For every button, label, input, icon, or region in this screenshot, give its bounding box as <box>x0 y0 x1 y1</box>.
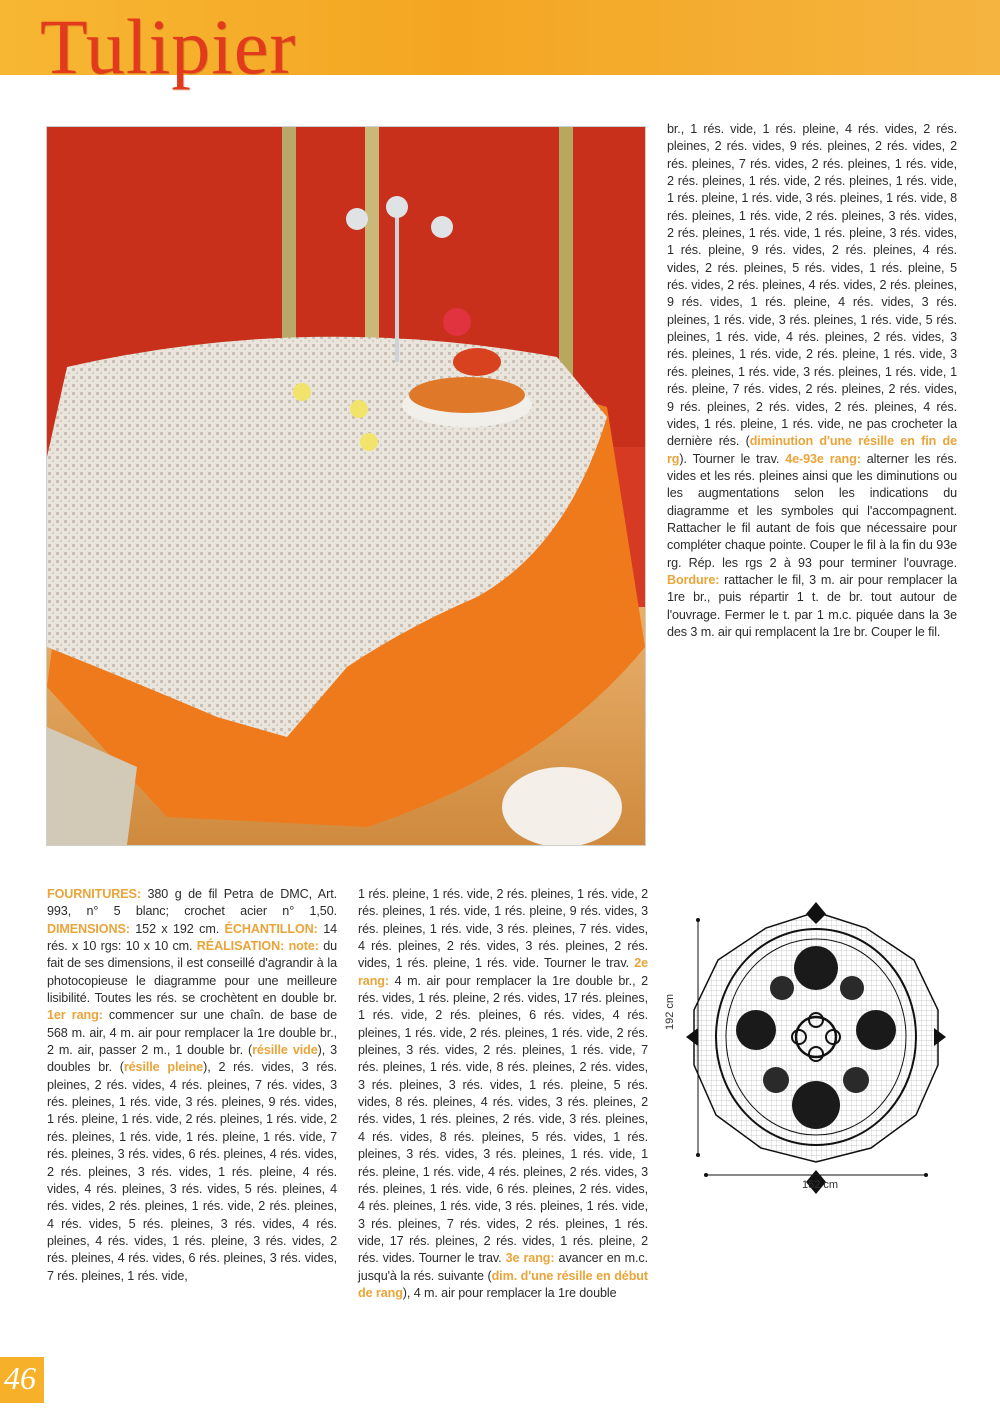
text-segment: 380 g de fil Petra de DMC, Art. 993, n° 5 blanc; crochet acier n° 1,50. <box>47 887 337 919</box>
text-segment: avancer en m.c. jusqu'à la rés. suivante ( <box>358 1251 648 1283</box>
text-segment: rattacher le fil, 3 m. air pour remplacer la 1re br., puis répartir 1 t. de br. tout autour de l'ouvrage. Fermer le t. par 1 m.c. piquée dans la 3e des 3 m. air qui remplacent la 1re br. Couper le fil. <box>667 572 957 639</box>
text-segment: ). Tourner le trav. <box>679 451 786 466</box>
text-segment: 14 rés. x 10 rgs: 10 x 10 cm. <box>47 921 337 954</box>
tablecloth-photo <box>46 126 646 846</box>
highlight-term: 4e-93e rang: <box>785 451 861 466</box>
highlight-term: 2e rang: <box>358 956 648 988</box>
text-segment: ), 3 doubles br. ( <box>47 1043 338 1075</box>
highlight-term: 1er rang: <box>47 1008 103 1023</box>
text-segment: ), 2 rés. vides, 3 rés. pleines, 2 rés. vides, 4 rés. pleines, 7 rés. vides, 3 rés. pleines, 1 rés. vide, 3 rés. pleines, 9 rés. vides, 1 rés. pleine, 1 rés. vide, 2 rés. pleines, 1 rés. vide, 2 rés. pleines, 1 rés. vide, 1 rés. pleine, 1 rés. vide, 7 rés. pleines, 3 rés. vides, 6 rés. pleines, 4 rés. vides, 2 rés. pleines, 3 rés. vides, 1 rés. pleine, 4 rés. vides, 4 rés. pleines, 3 rés. vides, 5 rés. pleines, 4 rés. vides, 2 rés. pleines, 1 rés. vide, 2 rés. pleines, 4 rés. vides, 5 rés. pleines, 3 rés. vides, 4 rés. pleines, 4 rés. vides, 1 rés. pleine, 3 rés. vides, 2 rés. pleines, 4 rés. vides, 6 rés. pleines, 3 rés. vides, 7 rés. pleines, 1 rés. vide, <box>47 1060 337 1283</box>
highlight-term: 3e rang: <box>505 1251 555 1266</box>
text-segment: 1 rés. pleine, 1 rés. vide, 2 rés. pleines, 1 rés. vide, 2 rés. pleines, 1 rés. vide, 1 rés. pleine, 9 rés. vides, 3 rés. pleines, 1 rés. vide, 3 rés. pleines, 7 rés. vides, 4 rés. pleines, 2 rés. vides, 3 rés. pleines, 2 rés. vides, 1 rés. pleine, 1 rés. vide. Tourner le trav. <box>358 887 648 971</box>
highlight-term: dim. d'une résille en début de rang <box>358 1268 648 1300</box>
text-segment: commencer sur une chaîn. de base de 568 m. air, 4 m. air pour remplacer la 1re double br., 2 m. air, passer 2 m., 1 double br. ( <box>47 1008 337 1058</box>
instructions-column-2 <box>358 886 648 1302</box>
highlight-term: Bordure: <box>667 572 720 587</box>
page-title: Tulipier <box>40 3 297 90</box>
text-segment: 152 x 192 cm. <box>129 921 225 936</box>
instructions-column-1 <box>47 886 337 1285</box>
page-number: 46 <box>4 1360 36 1396</box>
highlight-term: résille pleine <box>123 1060 204 1075</box>
text-segment: ), 4 m. air pour remplacer la 1re double <box>402 1285 617 1300</box>
highlight-term: FOURNITURES: <box>47 887 141 901</box>
instructions-text-1 <box>47 886 337 1285</box>
instructions-column-right <box>667 121 957 641</box>
instructions-text-2 <box>358 886 648 1302</box>
highlight-term: résille vide <box>252 1043 318 1058</box>
text-segment: du fait de ses dimensions, il est conseillé d'agrandir à la photocopieuse le diagramme pour une meilleure lisibilité. Toutes les rés. se crochètent en double br. <box>47 939 338 1006</box>
highlight-term: diminution d'une résille en fin de rg <box>667 434 957 466</box>
highlight-term: RÉALISATION: note: <box>196 939 319 954</box>
highlight-term: DIMENSIONS: <box>47 921 130 936</box>
text-segment: br., 1 rés. vide, 1 rés. pleine, 4 rés. vides, 2 rés. pleines, 2 rés. vides, 9 rés. pleines, 2 rés. vides, 2 rés. pleines, 7 rés. vides, 2 rés. pleines, 1 rés. vide, 2 rés. pleines, 1 rés. vide, 2 rés. pleines, 1 rés. vide, 1 rés. pleine, 1 rés. vide, 3 rés. pleines, 1 rés. vide, 8 rés. pleines, 1 rés. vide, 2 rés. pleines, 3 rés. vides, 2 rés. pleines, 1 rés. vide, 1 rés. pleine, 3 rés. vides, 1 rés. pleine, 9 rés. vides, 2 rés. pleines, 4 rés. vides, 2 rés. pleines, 5 rés. vides, 1 rés. pleine, 5 rés. vides, 2 rés. pleines, 4 rés. vides, 2 rés. pleines, 9 rés. vides, 1 rés. pleine, 4 rés. vides, 3 rés. pleines, 1 rés. vide, 3 rés. pleines, 1 rés. vide, 5 rés. pleines, 1 rés. vide, 4 rés. pleines, 2 rés. vides, 3 rés. pleines, 1 rés. vide, 2 rés. pleine, 1 rés. vide, 3 rés. pleines, 1 rés. vide, 3 rés. pleines, 1 rés. vide, 1 rés. pleine, 7 rés. vides, 2 rés. pleines, 2 rés. vides, 9 rés. pleines, 2 rés. vides, 2 rés. pleines, 4 rés. vides, 1 rés. pleine, 1 rés. vide, ne pas crocheter la dernière rés. ( <box>667 122 957 449</box>
instructions-text-right <box>667 121 957 641</box>
filet-diagram <box>676 900 956 1200</box>
text-segment: 4 m. air pour remplacer la 1re double br., 2 rés. vides, 1 rés. pleine, 2 rés. vides, 17 rés. pleines, 1 rés. vide, 2 rés. pleines, 6 rés. vides, 4 rés. pleines, 1 rés. vide, 2 rés. pleines, 1 rés. vide, 2 rés. pleines, 3 rés. vides, 2 rés. pleines, 1 rés. vide, 7 rés. pleines, 1 rés. vide, 8 rés. pleines, 2 rés. vides, 3 rés. pleines, 3 rés. vides, 1 rés. pleine, 5 rés. vides, 8 rés. pleines, 4 rés. vides, 3 rés. pleines, 2 rés. vides, 1 rés. pleines, 2 rés. vide, 3 rés. pleines, 4 rés. vides, 8 rés. pleines, 5 rés. vides, 1 rés. pleines, 3 rés. vides, 3 rés. pleines, 1 rés. vide, 1 rés. pleine, 1 rés. vide, 4 rés. pleines, 2 rés. vides, 3 rés. pleines, 1 rés. vide, 6 rés. pleines, 2 rés. vides, 4 rés. pleines, 1 rés. vide, 3 rés. pleines, 1 rés. vide, 3 rés. pleines, 7 rés. vides, 2 rés. pleines, 1 rés. vide, 17 rés. pleines, 2 rés. vides, 1 rés. pleine, 2 rés. vides. Tourner le trav. <box>358 973 648 1266</box>
highlight-term: ÉCHANTILLON: <box>224 921 318 936</box>
width-label: 152 cm <box>802 1179 839 1191</box>
height-label: 192 cm <box>664 993 676 1030</box>
text-segment: alterner les rés. vides et les rés. pleines ainsi que les diminutions ou les augmentations selon les indications du diagramme et les symboles qui l'accompagnent. Rattacher le fil autant de fois que nécessaire pour compléter chaque pointe. Couper le fil à la fin du 93e rg. Rép. les rgs 2 à 93 pour terminer l'ouvrage. <box>667 451 957 570</box>
